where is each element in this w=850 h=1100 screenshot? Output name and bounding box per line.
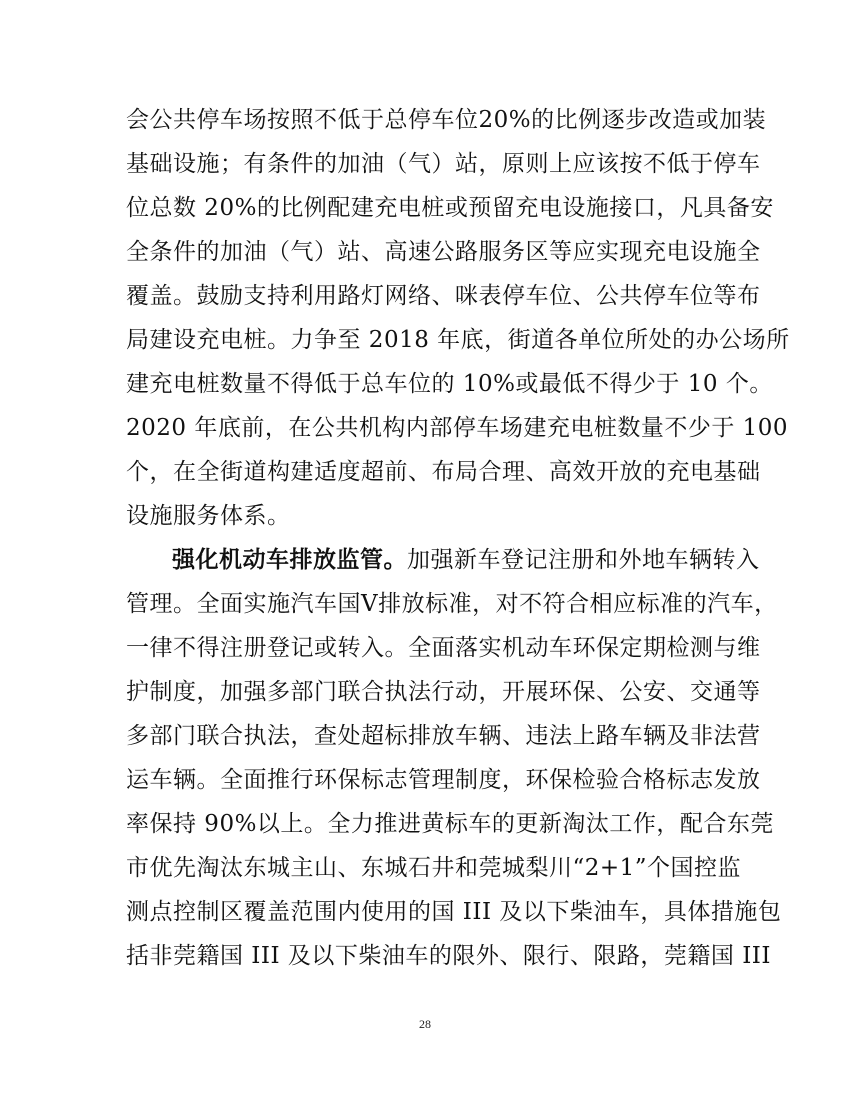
body-text-line: 设施服务体系。	[126, 503, 291, 529]
body-text-line: 市优先淘汰东城主山、东城石井和莞城梨川“2+1”个国控监	[126, 855, 742, 881]
page-number: 28	[419, 1017, 431, 1031]
body-text-line: 管理。全面实施汽车国Ⅴ排放标准，对不符合相应标准的汽车，	[126, 591, 778, 617]
heading-continuation: 加强新车登记注册和外地车辆转入	[407, 547, 760, 573]
body-text-line: 局建设充电桩。力争至 2018 年底，街道各单位所处的办公场所	[126, 327, 790, 353]
body-text-line: 运车辆。全面推行环保标志管理制度，环保检验合格标志发放	[126, 767, 761, 793]
body-text-line: 护制度，加强多部门联合执法行动，开展环保、公安、交通等	[126, 679, 761, 705]
body-text-line: 个，在全街道构建适度超前、布局合理、高效开放的充电基础	[126, 459, 761, 485]
body-text-line: 测点控制区覆盖范围内使用的国 III 及以下柴油车，具体措施包	[126, 899, 782, 925]
body-text-line: 全条件的加油（气）站、高速公路服务区等应实现充电设施全	[126, 239, 761, 265]
body-text-line: 率保持 90%以上。全力推进黄标车的更新淘汰工作，配合东莞	[126, 811, 774, 837]
body-text-line: 括非莞籍国 III 及以下柴油车的限外、限行、限路，莞籍国 III	[126, 943, 771, 969]
body-text-line: 位总数 20%的比例配建充电桩或预留充电设施接口，凡具备安	[126, 195, 774, 221]
body-text-line: 覆盖。鼓励支持利用路灯网络、咪表停车位、公共停车位等布	[126, 283, 761, 309]
body-text-line: 多部门联合执法，查处超标排放车辆、违法上路车辆及非法营	[126, 723, 761, 749]
body-text-line: 基础设施；有条件的加油（气）站，原则上应该按不低于停车	[126, 151, 761, 177]
body-text-line: 建充电桩数量不得低于总车位的 10%或最低不得少于 10 个。	[126, 371, 773, 397]
body-text-line: 一律不得注册登记或转入。全面落实机动车环保定期检测与维	[126, 635, 761, 661]
body-text-line: 2020 年底前，在公共机构内部停车场建充电桩数量不少于 100	[126, 415, 789, 441]
section-heading-line	[172, 538, 760, 582]
body-text-line: 会公共停车场按照不低于总停车位20%的比例逐步改造或加装	[126, 107, 767, 133]
section-heading: 强化机动车排放监管。	[172, 546, 407, 573]
